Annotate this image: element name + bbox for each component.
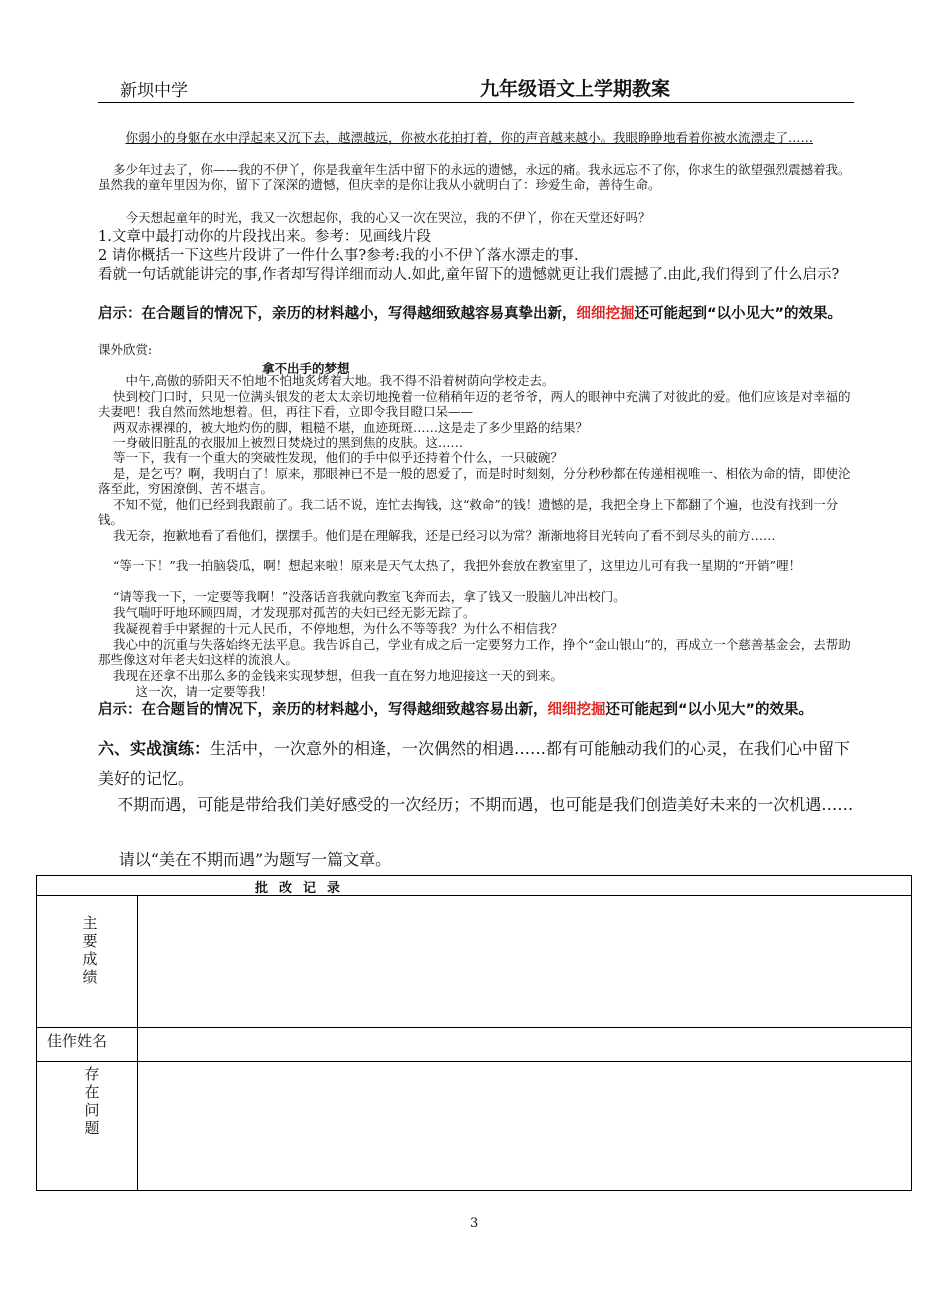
table-divider: [37, 1061, 911, 1062]
practice-heading: 六、实战演练：: [98, 739, 211, 758]
story2-paragraph: “请等我一下，一定要等我啊！”没落话音我就向教室飞奔而去，拿了钱又一股脑儿冲出校门。: [113, 589, 626, 604]
story2-paragraph: 是，是乞丐？啊，我明白了！原来，那眼神已不是一般的恩爱了，而是时时刻刻，分分秒秒都在传递相视唯一、相依为命的情，即使沦落至此，穷困潦倒、苦不堪言。: [98, 466, 851, 496]
table-divider: [137, 895, 138, 1191]
practice-paragraph-1: 六、实战演练：生活中，一次意外的相逢，一次偶然的相遇……都有可能触动我们的心灵，在我们心中留下美好的记忆。: [98, 739, 851, 788]
insight-1: 启示：在合题旨的情况下，亲历的材料越小，写得越细致越容易真挚出新，细细挖掘还可能起到“以小见大”的效果。: [98, 306, 843, 322]
story1-paragraph: 今天想起童年的时光，我又一次想起你，我的心又一次在哭泣，我的不伊丫，你在天堂还好吗？: [125, 210, 651, 225]
story2-paragraph: 我气喘吁吁地环顾四周，才发现那对孤苦的夫妇已经无影无踪了。: [113, 605, 476, 620]
story2-paragraph: 中午,高傲的骄阳天不怕地不怕地炙烤着大地。我不得不沿着树荫向学校走去。: [125, 373, 555, 388]
story2-paragraph: 两双赤裸裸的，被大地灼伤的脚，粗糙不堪，血迹斑斑……这是走了多少里路的结果？: [113, 420, 589, 435]
school-name: 新坝中学: [120, 81, 188, 101]
practice-prompt: 请以“美在不期而遇”为题写一篇文章。: [118, 850, 392, 869]
story2-paragraph: 等一下，我有一个重大的突破性发现，他们的手中似乎还持着个什么，一只破碗？: [113, 450, 564, 465]
highlight-text: 细细挖掘: [576, 306, 635, 322]
page-number: 3: [470, 1216, 479, 1231]
extracurricular-label: 课外欣赏:: [98, 342, 153, 357]
question-2: 2 请你概括一下这些片段讲了一件什么事?参考:我的小不伊丫落水漂走的事.: [98, 248, 579, 264]
row-label-best-works: 佳作姓名: [47, 1032, 108, 1050]
row-label-problems: 存在问题: [84, 1065, 100, 1137]
document-title: 九年级语文上学期教案: [480, 78, 671, 100]
story2-paragraph: “等一下！”我一拍脑袋瓜，啊！想起来啦！原来是天气太热了，我把外套放在教室里了，这里边儿可有我一星期的“开销”哩！: [113, 558, 802, 573]
row-label-achievements: 主要成绩: [82, 914, 98, 986]
story2-paragraph: 我无奈，抱歉地看了看他们，摆摆手。他们是在理解我，还是已经习以为常？渐渐地将目光转向了看不到尽头的前方……: [113, 528, 776, 543]
story2-paragraph: 我凝视着手中紧握的十元人民币，不停地想，为什么不等等我？为什么不相信我？: [113, 621, 564, 636]
page-header: [98, 74, 854, 103]
story2-paragraph: 这一次，请一定要等我！: [135, 684, 274, 699]
practice-paragraph-2: 不期而遇，可能是带给我们美好感受的一次经历；不期而遇，也可能是我们创造美好未来的一次机遇……: [117, 795, 854, 814]
question-1: 1.文章中最打动你的片段找出来。参考：见画线片段: [98, 229, 431, 245]
story2-paragraph: 我心中的沉重与失落始终无法平息。我告诉自己，学业有成之后一定要努力工作，挣个“金山银山”的，再成立一个慈善基金会，去帮助那些像这对年老夫妇这样的流浪人。: [98, 637, 851, 667]
story1-paragraph-underlined: 你弱小的身躯在水中浮起来又沉下去，越漂越远，你被水花拍打着，你的声音越来越小。我眼睁睁地看着你被水流漂走了……: [125, 130, 814, 145]
correction-record-table: [36, 875, 912, 1191]
story1-paragraph: 多少年过去了，你——我的不伊丫，你是我童年生活中留下的永远的遗憾，永远的痛。我永远忘不了你，你求生的欲望强烈震撼着我。虽然我的童年里因为你，留下了深深的遗憾，但庆幸的是你让我从小就明白了：珍爱生命，善待生命。: [98, 162, 851, 192]
question-3: 看就一句话就能讲完的事,作者却写得详细而动人.如此,童年留下的遗憾就更让我们震撼了.由此,我们得到了什么启示?: [98, 267, 840, 283]
story2-paragraph: 不知不觉，他们已经到我跟前了。我二话不说，连忙去掏钱，这“救命”的钱！遗憾的是，我把全身上下都翻了个遍，也没有找到一分钱。: [98, 497, 839, 527]
story2-paragraph: 一身破旧脏乱的衣服加上被烈日焚烧过的黑到焦的皮肤。这……: [113, 435, 464, 450]
insight-2: 启示：在合题旨的情况下，亲历的材料越小，写得越细致越容易出新，细细挖掘还可能起到“以小见大”的效果。: [98, 702, 814, 718]
table-divider: [37, 1027, 911, 1028]
table-title: 批改记录: [255, 881, 352, 896]
table-divider: [37, 895, 911, 896]
highlight-text: 细细挖掘: [547, 702, 606, 718]
story2-paragraph: 我现在还拿不出那么多的金钱来实现梦想，但我一直在努力地迎接这一天的到来。: [113, 668, 564, 683]
story2-paragraph: 快到校门口时，只见一位满头银发的老太太亲切地挽着一位稍稍年迈的老爷爷，两人的眼神中充满了对彼此的爱。他们应该是对幸福的夫妻吧！我自然而然地想着。但，再往下看，立即令我目瞪口呆——: [98, 389, 851, 419]
story2-title: 拿不出手的梦想: [262, 361, 350, 376]
